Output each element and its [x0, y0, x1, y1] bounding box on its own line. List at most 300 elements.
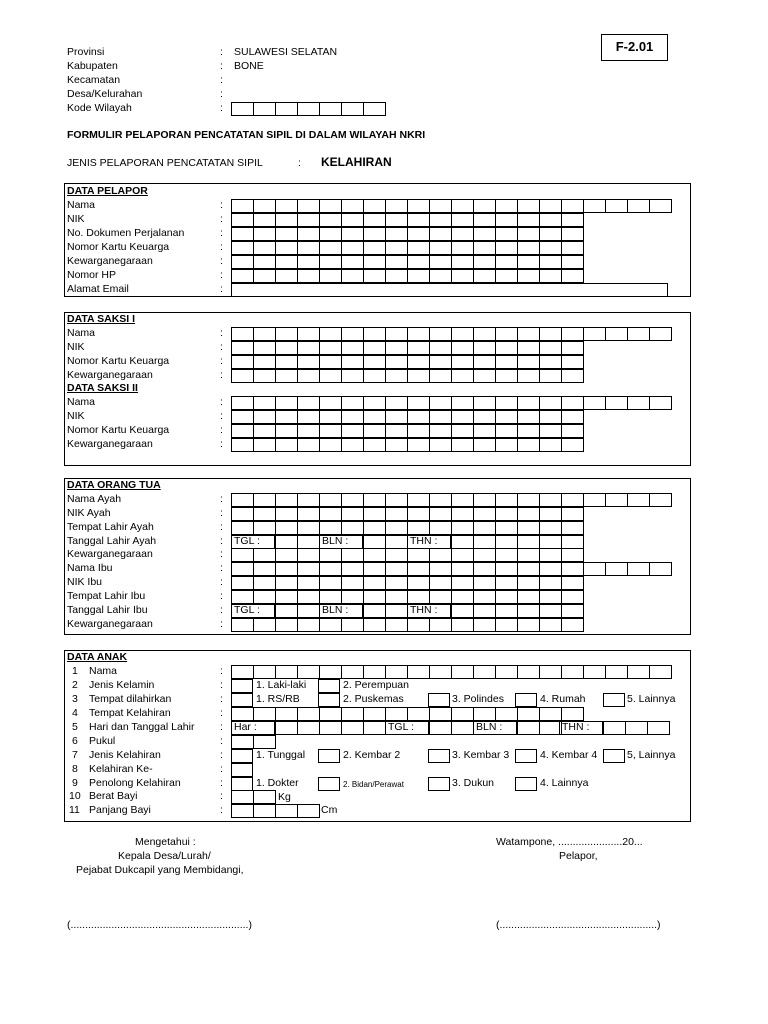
char-cell[interactable]	[430, 424, 452, 438]
char-cell[interactable]	[430, 562, 452, 576]
char-cell[interactable]	[452, 269, 474, 283]
char-cell[interactable]	[540, 590, 562, 604]
char-cell[interactable]	[452, 604, 474, 618]
child-year-field[interactable]	[603, 721, 670, 735]
char-cell[interactable]	[496, 396, 518, 410]
char-cell[interactable]	[496, 227, 518, 241]
father-nik-field[interactable]	[231, 507, 584, 521]
char-cell[interactable]	[474, 255, 496, 269]
char-cell[interactable]	[408, 355, 430, 369]
char-cell[interactable]	[430, 438, 452, 452]
saksi2-name-field[interactable]	[231, 396, 672, 410]
char-cell[interactable]	[496, 241, 518, 255]
char-cell[interactable]	[496, 707, 518, 721]
char-cell[interactable]	[386, 438, 408, 452]
char-cell[interactable]	[298, 213, 320, 227]
char-cell[interactable]	[452, 576, 474, 590]
char-cell[interactable]	[342, 241, 364, 255]
char-cell[interactable]	[496, 576, 518, 590]
char-cell[interactable]	[408, 199, 430, 213]
char-cell[interactable]	[342, 548, 364, 562]
char-cell[interactable]	[474, 227, 496, 241]
char-cell[interactable]	[364, 227, 386, 241]
char-cell[interactable]	[452, 410, 474, 424]
child-name-field[interactable]	[231, 665, 672, 679]
char-cell[interactable]	[540, 369, 562, 383]
child-birthplace-field[interactable]	[231, 707, 584, 721]
char-cell[interactable]	[232, 493, 254, 507]
char-cell[interactable]	[408, 590, 430, 604]
child-month-field[interactable]	[517, 721, 562, 735]
char-cell[interactable]	[342, 369, 364, 383]
char-cell[interactable]	[232, 269, 254, 283]
char-cell[interactable]	[298, 548, 320, 562]
char-cell[interactable]	[342, 102, 364, 116]
char-cell[interactable]	[452, 618, 474, 632]
char-cell[interactable]	[452, 590, 474, 604]
char-cell[interactable]	[584, 665, 606, 679]
char-cell[interactable]	[254, 804, 276, 818]
saksi2-kk-field[interactable]	[231, 424, 584, 438]
char-cell[interactable]	[518, 255, 540, 269]
char-cell[interactable]	[650, 493, 672, 507]
char-cell[interactable]	[628, 562, 650, 576]
char-cell[interactable]	[452, 255, 474, 269]
char-cell[interactable]	[254, 521, 276, 535]
char-cell[interactable]	[320, 355, 342, 369]
char-cell[interactable]	[276, 341, 298, 355]
char-cell[interactable]	[364, 707, 386, 721]
char-cell[interactable]	[276, 241, 298, 255]
char-cell[interactable]	[320, 521, 342, 535]
char-cell[interactable]	[606, 199, 628, 213]
char-cell[interactable]	[298, 269, 320, 283]
char-cell[interactable]	[430, 199, 452, 213]
char-cell[interactable]	[540, 396, 562, 410]
char-cell[interactable]	[606, 327, 628, 341]
char-cell[interactable]	[604, 721, 626, 735]
char-cell[interactable]	[452, 721, 474, 735]
char-cell[interactable]	[232, 255, 254, 269]
char-cell[interactable]	[254, 562, 276, 576]
char-cell[interactable]	[298, 396, 320, 410]
char-cell[interactable]	[518, 269, 540, 283]
char-cell[interactable]	[540, 507, 562, 521]
char-cell[interactable]	[232, 241, 254, 255]
char-cell[interactable]	[298, 707, 320, 721]
char-cell[interactable]	[496, 604, 518, 618]
char-cell[interactable]	[518, 213, 540, 227]
char-cell[interactable]	[254, 327, 276, 341]
char-cell[interactable]	[540, 665, 562, 679]
char-cell[interactable]	[540, 269, 562, 283]
char-cell[interactable]	[474, 410, 496, 424]
char-cell[interactable]	[232, 618, 254, 632]
birth-type-checkbox[interactable]	[231, 749, 253, 763]
char-cell[interactable]	[562, 410, 584, 424]
char-cell[interactable]	[320, 227, 342, 241]
char-cell[interactable]	[540, 707, 562, 721]
char-cell[interactable]	[496, 269, 518, 283]
saksi2-nik-field[interactable]	[231, 410, 584, 424]
char-cell[interactable]	[628, 396, 650, 410]
char-cell[interactable]	[386, 507, 408, 521]
pelapor-kk-field[interactable]	[231, 241, 584, 255]
char-cell[interactable]	[474, 507, 496, 521]
char-cell[interactable]	[386, 227, 408, 241]
char-cell[interactable]	[540, 521, 562, 535]
char-cell[interactable]	[474, 241, 496, 255]
char-cell[interactable]	[430, 396, 452, 410]
char-cell[interactable]	[342, 562, 364, 576]
place-checkbox[interactable]	[603, 693, 625, 707]
char-cell[interactable]	[474, 590, 496, 604]
char-cell[interactable]	[342, 227, 364, 241]
char-cell[interactable]	[452, 521, 474, 535]
char-cell[interactable]	[474, 213, 496, 227]
char-cell[interactable]	[276, 665, 298, 679]
char-cell[interactable]	[430, 327, 452, 341]
char-cell[interactable]	[430, 493, 452, 507]
char-cell[interactable]	[584, 199, 606, 213]
char-cell[interactable]	[540, 618, 562, 632]
char-cell[interactable]	[452, 355, 474, 369]
char-cell[interactable]	[474, 562, 496, 576]
char-cell[interactable]	[342, 341, 364, 355]
char-cell[interactable]	[254, 355, 276, 369]
char-cell[interactable]	[430, 665, 452, 679]
char-cell[interactable]	[386, 590, 408, 604]
char-cell[interactable]	[320, 590, 342, 604]
char-cell[interactable]	[386, 369, 408, 383]
char-cell[interactable]	[562, 604, 584, 618]
char-cell[interactable]	[474, 618, 496, 632]
char-cell[interactable]	[430, 341, 452, 355]
char-cell[interactable]	[276, 410, 298, 424]
char-cell[interactable]	[342, 438, 364, 452]
char-cell[interactable]	[496, 438, 518, 452]
char-cell[interactable]	[562, 396, 584, 410]
char-cell[interactable]	[408, 341, 430, 355]
char-cell[interactable]	[232, 213, 254, 227]
char-cell[interactable]	[452, 507, 474, 521]
char-cell[interactable]	[254, 548, 276, 562]
char-cell[interactable]	[364, 369, 386, 383]
char-cell[interactable]	[386, 341, 408, 355]
char-cell[interactable]	[342, 269, 364, 283]
char-cell[interactable]	[540, 241, 562, 255]
char-cell[interactable]	[540, 424, 562, 438]
char-cell[interactable]	[320, 424, 342, 438]
char-cell[interactable]	[540, 493, 562, 507]
char-cell[interactable]	[496, 369, 518, 383]
char-cell[interactable]	[342, 327, 364, 341]
char-cell[interactable]	[298, 102, 320, 116]
char-cell[interactable]	[540, 535, 562, 549]
region-code-field[interactable]	[231, 102, 386, 116]
char-cell[interactable]	[364, 269, 386, 283]
father-year-field[interactable]	[451, 535, 584, 549]
char-cell[interactable]	[540, 341, 562, 355]
char-cell[interactable]	[364, 618, 386, 632]
char-cell[interactable]	[452, 341, 474, 355]
char-cell[interactable]	[276, 227, 298, 241]
saksi2-citizenship-field[interactable]	[231, 438, 584, 452]
char-cell[interactable]	[474, 576, 496, 590]
char-cell[interactable]	[474, 369, 496, 383]
char-cell[interactable]	[430, 548, 452, 562]
char-cell[interactable]	[518, 327, 540, 341]
char-cell[interactable]	[298, 535, 320, 549]
birth-order-field[interactable]	[231, 763, 253, 777]
char-cell[interactable]	[496, 590, 518, 604]
char-cell[interactable]	[254, 227, 276, 241]
place-checkbox[interactable]	[428, 693, 450, 707]
char-cell[interactable]	[298, 721, 320, 735]
char-cell[interactable]	[474, 493, 496, 507]
char-cell[interactable]	[540, 576, 562, 590]
char-cell[interactable]	[408, 438, 430, 452]
char-cell[interactable]	[386, 521, 408, 535]
char-cell[interactable]	[496, 355, 518, 369]
sex-checkbox[interactable]	[318, 679, 340, 693]
char-cell[interactable]	[474, 707, 496, 721]
char-cell[interactable]	[342, 410, 364, 424]
char-cell[interactable]	[562, 255, 584, 269]
char-cell[interactable]	[518, 521, 540, 535]
char-cell[interactable]	[320, 410, 342, 424]
char-cell[interactable]	[430, 213, 452, 227]
char-cell[interactable]	[474, 535, 496, 549]
char-cell[interactable]	[254, 665, 276, 679]
saksi1-name-field[interactable]	[231, 327, 672, 341]
char-cell[interactable]	[298, 804, 320, 818]
char-cell[interactable]	[364, 535, 386, 549]
char-cell[interactable]	[562, 341, 584, 355]
char-cell[interactable]	[254, 102, 276, 116]
char-cell[interactable]	[298, 369, 320, 383]
char-cell[interactable]	[232, 562, 254, 576]
char-cell[interactable]	[364, 507, 386, 521]
char-cell[interactable]	[342, 665, 364, 679]
char-cell[interactable]	[254, 790, 276, 804]
char-cell[interactable]	[276, 562, 298, 576]
char-cell[interactable]	[298, 241, 320, 255]
char-cell[interactable]	[518, 535, 540, 549]
char-cell[interactable]	[518, 199, 540, 213]
char-cell[interactable]	[364, 213, 386, 227]
char-cell[interactable]	[430, 369, 452, 383]
char-cell[interactable]	[584, 327, 606, 341]
birth-type-checkbox[interactable]	[515, 749, 537, 763]
char-cell[interactable]	[232, 548, 254, 562]
char-cell[interactable]	[386, 535, 408, 549]
char-cell[interactable]	[408, 665, 430, 679]
char-cell[interactable]	[496, 341, 518, 355]
char-cell[interactable]	[474, 269, 496, 283]
char-cell[interactable]	[364, 521, 386, 535]
birth-type-checkbox[interactable]	[318, 749, 340, 763]
char-cell[interactable]	[364, 590, 386, 604]
char-cell[interactable]	[562, 369, 584, 383]
char-cell[interactable]	[364, 424, 386, 438]
char-cell[interactable]	[518, 369, 540, 383]
char-cell[interactable]	[276, 590, 298, 604]
char-cell[interactable]	[320, 341, 342, 355]
char-cell[interactable]	[254, 410, 276, 424]
char-cell[interactable]	[364, 241, 386, 255]
char-cell[interactable]	[430, 241, 452, 255]
char-cell[interactable]	[562, 227, 584, 241]
char-cell[interactable]	[232, 590, 254, 604]
char-cell[interactable]	[254, 735, 276, 749]
char-cell[interactable]	[540, 327, 562, 341]
char-cell[interactable]	[518, 355, 540, 369]
char-cell[interactable]	[232, 707, 254, 721]
char-cell[interactable]	[320, 576, 342, 590]
char-cell[interactable]	[298, 355, 320, 369]
char-cell[interactable]	[232, 790, 254, 804]
char-cell[interactable]	[320, 548, 342, 562]
char-cell[interactable]	[606, 396, 628, 410]
char-cell[interactable]	[364, 396, 386, 410]
char-cell[interactable]	[232, 227, 254, 241]
char-cell[interactable]	[452, 562, 474, 576]
char-cell[interactable]	[232, 424, 254, 438]
saksi1-nik-field[interactable]	[231, 341, 584, 355]
char-cell[interactable]	[320, 396, 342, 410]
char-cell[interactable]	[650, 327, 672, 341]
birth-time-field[interactable]	[231, 735, 276, 749]
char-cell[interactable]	[254, 424, 276, 438]
pelapor-name-field[interactable]	[231, 199, 672, 213]
char-cell[interactable]	[364, 562, 386, 576]
char-cell[interactable]	[254, 576, 276, 590]
char-cell[interactable]	[474, 604, 496, 618]
char-cell[interactable]	[540, 227, 562, 241]
char-cell[interactable]	[518, 241, 540, 255]
char-cell[interactable]	[562, 424, 584, 438]
char-cell[interactable]	[452, 199, 474, 213]
char-cell[interactable]	[518, 548, 540, 562]
char-cell[interactable]	[342, 521, 364, 535]
char-cell[interactable]	[298, 604, 320, 618]
char-cell[interactable]	[386, 548, 408, 562]
char-cell[interactable]	[232, 396, 254, 410]
char-cell[interactable]	[342, 493, 364, 507]
char-cell[interactable]	[320, 213, 342, 227]
char-cell[interactable]	[430, 355, 452, 369]
char-cell[interactable]	[276, 255, 298, 269]
char-cell[interactable]	[386, 604, 408, 618]
char-cell[interactable]	[386, 562, 408, 576]
char-cell[interactable]	[320, 269, 342, 283]
char-cell[interactable]	[386, 355, 408, 369]
char-cell[interactable]	[254, 507, 276, 521]
char-cell[interactable]	[408, 576, 430, 590]
char-cell[interactable]	[430, 507, 452, 521]
char-cell[interactable]	[496, 327, 518, 341]
char-cell[interactable]	[562, 618, 584, 632]
mother-month-field[interactable]	[363, 604, 408, 618]
char-cell[interactable]	[496, 562, 518, 576]
char-cell[interactable]	[276, 493, 298, 507]
char-cell[interactable]	[452, 707, 474, 721]
mother-birthplace-field[interactable]	[231, 590, 584, 604]
char-cell[interactable]	[606, 665, 628, 679]
birth-type-checkbox[interactable]	[603, 749, 625, 763]
char-cell[interactable]	[518, 341, 540, 355]
char-cell[interactable]	[298, 227, 320, 241]
char-cell[interactable]	[540, 438, 562, 452]
char-cell[interactable]	[386, 396, 408, 410]
day-name-field[interactable]	[275, 721, 386, 735]
char-cell[interactable]	[452, 548, 474, 562]
char-cell[interactable]	[452, 213, 474, 227]
char-cell[interactable]	[518, 396, 540, 410]
helper-checkbox[interactable]	[231, 777, 253, 791]
char-cell[interactable]	[232, 341, 254, 355]
char-cell[interactable]	[474, 438, 496, 452]
char-cell[interactable]	[496, 493, 518, 507]
char-cell[interactable]	[650, 665, 672, 679]
char-cell[interactable]	[254, 255, 276, 269]
helper-checkbox[interactable]	[428, 777, 450, 791]
char-cell[interactable]	[254, 199, 276, 213]
helper-checkbox[interactable]	[318, 777, 340, 791]
char-cell[interactable]	[364, 548, 386, 562]
char-cell[interactable]	[342, 396, 364, 410]
char-cell[interactable]	[320, 721, 342, 735]
char-cell[interactable]	[518, 493, 540, 507]
char-cell[interactable]	[562, 327, 584, 341]
char-cell[interactable]	[298, 590, 320, 604]
char-cell[interactable]	[562, 562, 584, 576]
char-cell[interactable]	[342, 255, 364, 269]
char-cell[interactable]	[342, 199, 364, 213]
char-cell[interactable]	[232, 507, 254, 521]
char-cell[interactable]	[320, 438, 342, 452]
char-cell[interactable]	[298, 493, 320, 507]
char-cell[interactable]	[474, 665, 496, 679]
char-cell[interactable]	[562, 493, 584, 507]
char-cell[interactable]	[320, 255, 342, 269]
char-cell[interactable]	[254, 213, 276, 227]
char-cell[interactable]	[408, 255, 430, 269]
saksi1-citizenship-field[interactable]	[231, 369, 584, 383]
char-cell[interactable]	[364, 438, 386, 452]
char-cell[interactable]	[518, 721, 540, 735]
length-field[interactable]	[231, 804, 320, 818]
char-cell[interactable]	[540, 604, 562, 618]
char-cell[interactable]	[408, 707, 430, 721]
char-cell[interactable]	[364, 576, 386, 590]
char-cell[interactable]	[606, 562, 628, 576]
char-cell[interactable]	[320, 493, 342, 507]
char-cell[interactable]	[650, 396, 672, 410]
pelapor-nik-field[interactable]	[231, 213, 584, 227]
char-cell[interactable]	[386, 213, 408, 227]
char-cell[interactable]	[320, 707, 342, 721]
father-birthplace-field[interactable]	[231, 521, 584, 535]
char-cell[interactable]	[276, 507, 298, 521]
char-cell[interactable]	[584, 562, 606, 576]
char-cell[interactable]	[562, 521, 584, 535]
char-cell[interactable]	[408, 227, 430, 241]
char-cell[interactable]	[232, 355, 254, 369]
char-cell[interactable]	[562, 535, 584, 549]
char-cell[interactable]	[254, 269, 276, 283]
